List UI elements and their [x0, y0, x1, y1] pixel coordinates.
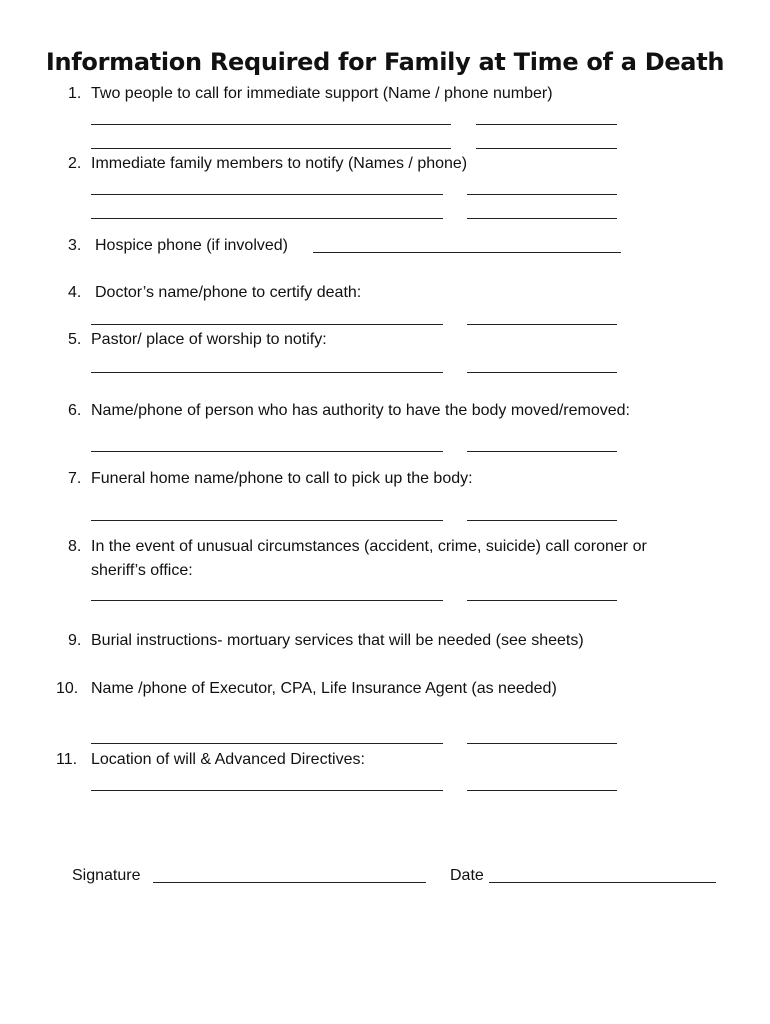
- date-line[interactable]: [489, 882, 716, 883]
- item-number: 9.: [68, 632, 82, 649]
- name-line[interactable]: [91, 218, 443, 219]
- name-line[interactable]: [91, 600, 443, 601]
- item-label: Burial instructions- mortuary services that will be needed (see sheets): [91, 632, 584, 649]
- item-number: 8.: [68, 538, 82, 555]
- phone-line[interactable]: [476, 124, 617, 125]
- item-number: 4.: [68, 284, 82, 301]
- item-label: Funeral home name/phone to call to pick up the body:: [91, 470, 473, 487]
- phone-line[interactable]: [467, 600, 617, 601]
- phone-line[interactable]: [467, 743, 617, 744]
- date-label: Date: [450, 867, 484, 884]
- phone-line[interactable]: [467, 194, 617, 195]
- name-line[interactable]: [91, 372, 443, 373]
- item-number: 10.: [56, 680, 79, 697]
- phone-line[interactable]: [467, 451, 617, 452]
- item-number: 5.: [68, 331, 82, 348]
- hospice-phone-line[interactable]: [313, 252, 621, 253]
- item-label: Doctor’s name/phone to certify death:: [95, 284, 362, 301]
- item-label: Hospice phone (if involved): [95, 237, 288, 254]
- name-line[interactable]: [91, 790, 443, 791]
- item-label-continued: sheriff’s office:: [91, 562, 193, 579]
- item-label: In the event of unusual circumstances (accident, crime, suicide) call coroner or: [91, 538, 647, 555]
- name-line[interactable]: [91, 124, 451, 125]
- phone-line[interactable]: [467, 324, 617, 325]
- item-number: 1.: [68, 85, 82, 102]
- item-number: 6.: [68, 402, 82, 419]
- name-line[interactable]: [91, 743, 443, 744]
- name-line[interactable]: [91, 520, 443, 521]
- phone-line[interactable]: [467, 218, 617, 219]
- phone-line[interactable]: [467, 372, 617, 373]
- name-line[interactable]: [91, 324, 443, 325]
- item-label: Two people to call for immediate support (Name / phone number): [91, 85, 553, 102]
- item-label: Location of will & Advanced Directives:: [91, 751, 365, 768]
- item-label: Pastor/ place of worship to notify:: [91, 331, 327, 348]
- signature-label: Signature: [72, 867, 141, 884]
- name-line[interactable]: [91, 451, 443, 452]
- item-label: Name/phone of person who has authority to have the body moved/removed:: [91, 402, 630, 419]
- item-number: 7.: [68, 470, 82, 487]
- item-number: 2.: [68, 155, 82, 172]
- phone-line[interactable]: [467, 790, 617, 791]
- item-label: Immediate family members to notify (Names / phone): [91, 155, 468, 172]
- phone-line[interactable]: [467, 520, 617, 521]
- item-number: 11.: [56, 751, 78, 768]
- signature-line[interactable]: [153, 882, 426, 883]
- page-title: Information Required for Family at Time of a Death: [45, 48, 725, 76]
- item-label: Name /phone of Executor, CPA, Life Insurance Agent (as needed): [91, 680, 557, 697]
- phone-line[interactable]: [476, 148, 617, 149]
- item-number: 3.: [68, 237, 82, 254]
- name-line[interactable]: [91, 148, 451, 149]
- name-line[interactable]: [91, 194, 443, 195]
